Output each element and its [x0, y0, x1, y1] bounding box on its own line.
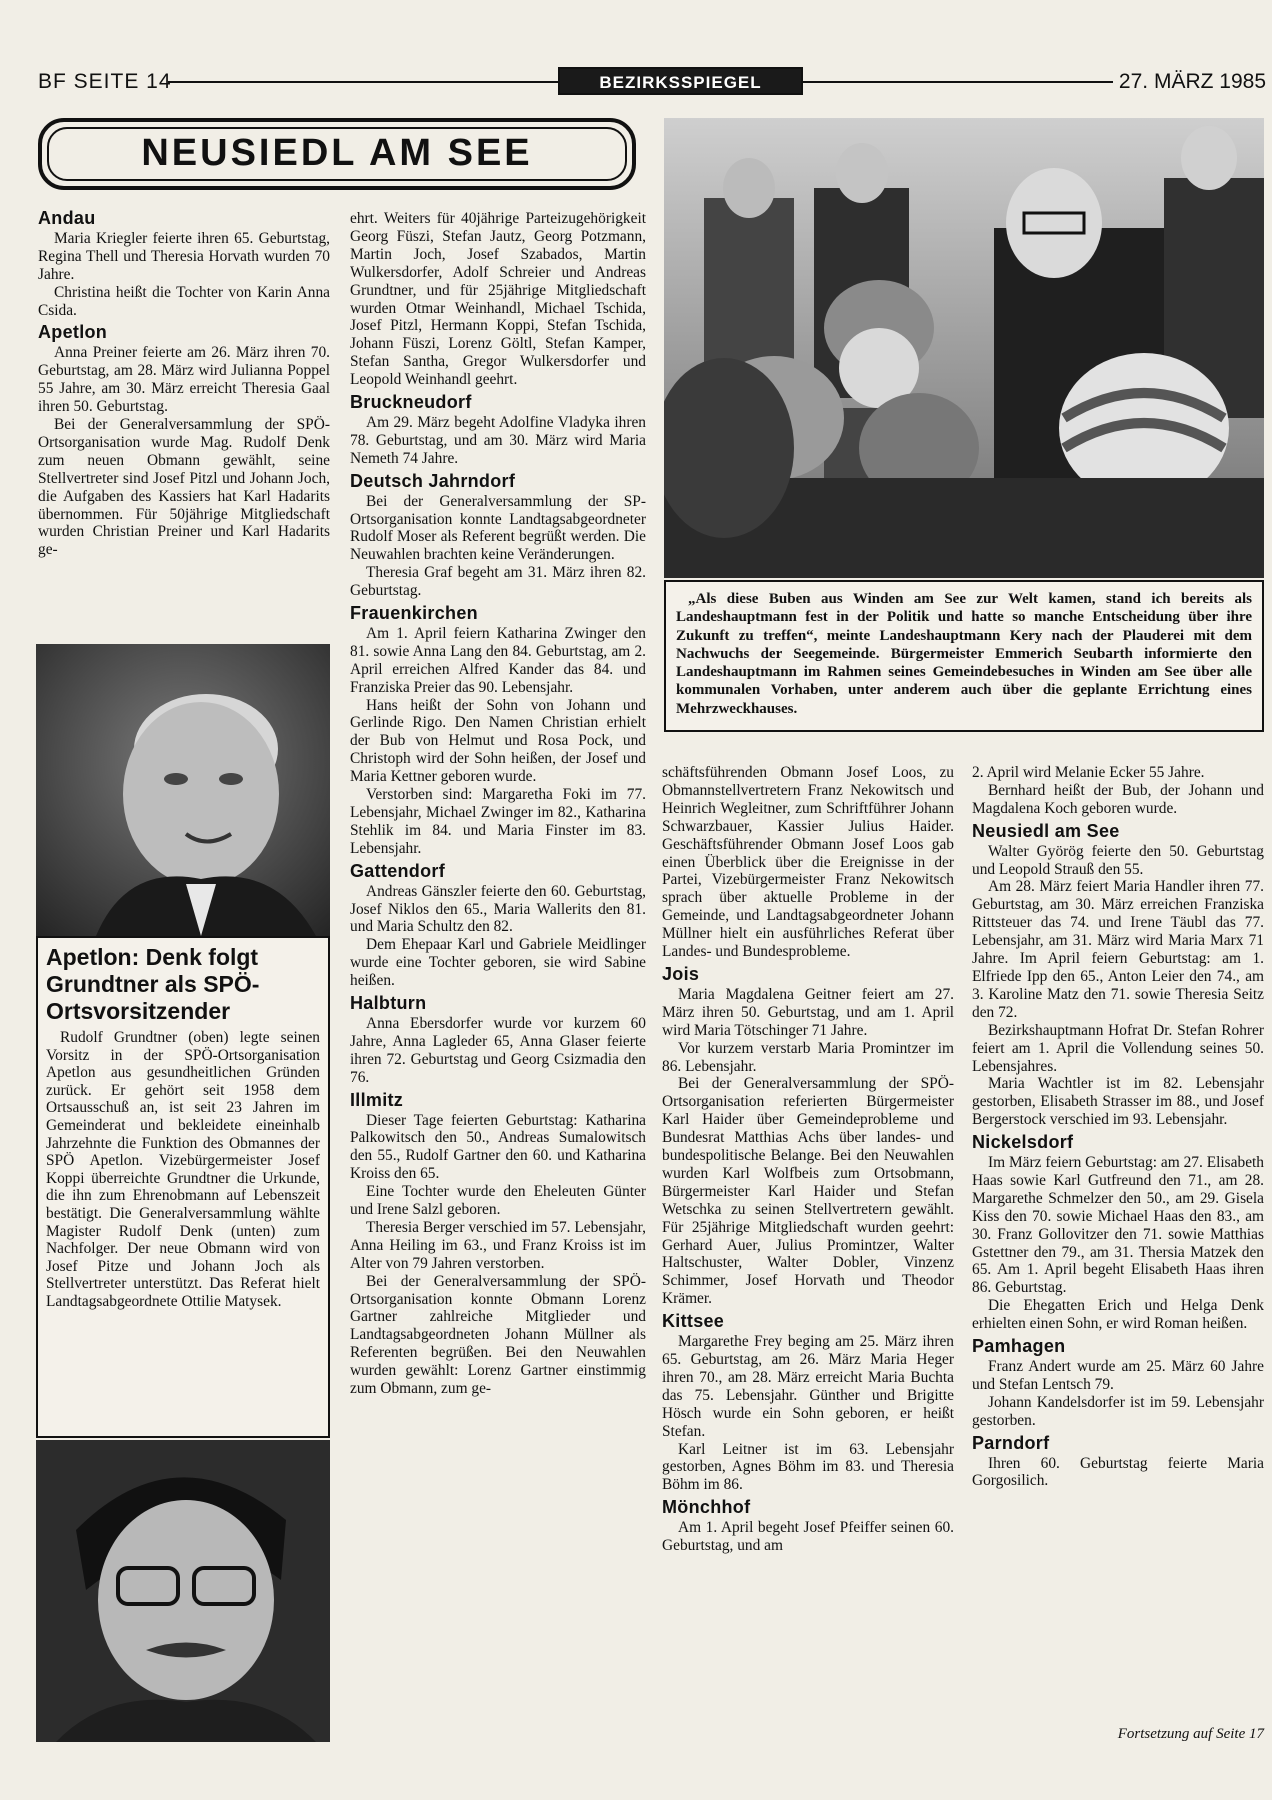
photo-portrait-grundtner — [36, 644, 330, 936]
heading-bruckneudorf: Bruckneudorf — [350, 392, 472, 413]
text-illmitz-cont: schäftsführenden Obmann Josef Loos, zu Obmannstellvertretern Franz Nekowitsch und Heinrich Wegleitner, zum Schriftführer Johann Schwarzbauer, Kassier Julius Haider. Geschäftsführender Obmann Josef Loos gab einen Überblick über die Ereignisse in der Partei, Vizebürgermeister Franz Nekowitsch sprach über aktuelle Probleme in der Gemeinde, und Landtagsabgeordneter Johann Müllner hielt ein ausführliches Referat über Landes- und Bundesprobleme. — [662, 764, 954, 961]
text-halbturn: Anna Ebersdorfer wurde vor kurzem 60 Jahre, Anna Lagleder 65, Anna Glaser feierte ihren 72. Geburtstag und Georg Csizmadia den 76. — [350, 1014, 646, 1086]
column-1 — [38, 210, 330, 559]
text-apetlon-cont: ehrt. Weiters für 40jährige Parteizugehörigkeit Georg Füszi, Stefan Jautz, Georg Potzmann, Martin Joch, Josef Szabados, Martin Wulkersdorfer, Adolf Schreier und Andreas Grundtner, und für 25jährige Mitgliedschaft wurden Otmar Weinhandl, Michael Tschida, Josef Pitzl, Hermann Koppi, Stefan Tschida, Johann Füszi, Lorenz Göltl, Stefan Kamper, Stefan Santha, Gregor Wulkersdorfer und Leopold Weinhandl geehrt. — [350, 210, 646, 389]
text-kittsee-1: Margarethe Frey beging am 25. März ihren 65. Geburtstag, am 26. März Maria Heger ihren 70., am 28. März erreicht Maria Buchta das 75. Lebensjahr. Günther und Brigitte Hösch wurde ein Sohn geboren, er heißt Stefan. — [662, 1333, 954, 1440]
issue-date: 27. MÄRZ 1985 — [1113, 70, 1266, 94]
portrait-denk-icon — [36, 1440, 330, 1742]
text-neusiedl-4: Maria Wachtler ist im 82. Lebensjahr gestorben, Elisabeth Strasser im 88., und Josef Bergerstock verschied im 93. Lebensjahr. — [972, 1075, 1264, 1129]
text-pamhagen-2: Johann Kandelsdorfer ist im 59. Lebensjahr gestorben. — [972, 1393, 1264, 1429]
photo-children-landeshauptmann — [664, 118, 1264, 578]
text-illmitz-2: Eine Tochter wurde den Eheleuten Günter und Irene Salzl geboren. — [350, 1183, 646, 1219]
text-moenchhof-cont: 2. April wird Melanie Ecker 55 Jahre. — [972, 764, 1205, 781]
text-andau-1: Maria Kriegler feierte ihren 65. Geburtstag, Regina Thell und Theresia Horvath wurden 70 Jahre. — [38, 229, 330, 283]
heading-nickelsdorf: Nickelsdorf — [972, 1132, 1074, 1153]
text-neusiedl-3: Bezirkshauptmann Hofrat Dr. Stefan Rohrer feiert am 1. April die Vollendung seines 50. Lebensjahres. — [972, 1021, 1264, 1075]
heading-kittsee: Kittsee — [662, 1311, 725, 1332]
column-4 — [972, 764, 1264, 1490]
text-parndorf: Ihren 60. Geburtstag feierte Maria Gorgosilich. — [972, 1454, 1264, 1490]
text-deutsch-jahrndorf-2: Theresia Graf begeht am 31. März ihren 82. Geburtstag. — [350, 564, 646, 600]
text-frauenkirchen-1: Am 1. April feiern Katharina Zwinger den 81. sowie Anna Lang den 84. Geburtstag, am 2. April erreichen Alfred Kander das 84. und Franziska Preier das 90. Lebensjahr. — [350, 624, 646, 696]
header-rule-left — [168, 81, 558, 83]
heading-pamhagen: Pamhagen — [972, 1336, 1066, 1357]
text-gattendorf-2: Dem Ehepaar Karl und Gabriele Meidlinger wurde eine Tochter geboren, sie wird Sabine heißen. — [350, 936, 646, 990]
page-title-box — [38, 118, 636, 190]
text-apetlon-1: Anna Preiner feierte am 26. März ihren 70. Geburtstag, am 28. März wird Julianna Poppel 55 Jahre, am 30. März erreicht Theresia Gaal ihren 50. Geburtstag. — [38, 344, 330, 416]
text-illmitz-1: Dieser Tage feierten Geburtstag: Katharina Palkowitsch den 50., Andreas Sumalowitsch den 55., Rudolf Gartner den 60. und Katharina Kroiss den 65. — [350, 1111, 646, 1183]
text-frauenkirchen-2: Hans heißt der Sohn von Johann und Gerlinde Rigo. Den Namen Christian erhielt der Bub von Helmut und Rosa Pock, und Christoph wird der Sohn heißen, der Josef und Maria Kettner geboren wurde. — [350, 696, 646, 786]
text-moenchhof-2: Bernhard heißt der Bub, der Johann und Magdalena Koch geboren wurde. — [972, 781, 1264, 817]
heading-neusiedl: Neusiedl am See — [972, 820, 1120, 841]
column-2 — [350, 210, 646, 1398]
text-apetlon-2: Bei der Generalversammlung der SPÖ-Ortsorganisation wurde Mag. Rudolf Denk zum neuen Obmann gewählt, seine Stellvertreter sind Josef Pitzl und Johann Joch, die Aufgaben des Kassiers hat Karl Hadarits übernommen. Für 50jährige Mitgliedschaft wurden Christian Preiner und Karl Hadarits ge- — [38, 415, 330, 559]
children-photo-icon — [664, 118, 1264, 578]
header-rule-right — [803, 81, 1153, 83]
page-title: NEUSIEDL AM SEE — [141, 132, 533, 174]
sidebox-headline: Apetlon: Denk folgt Grundtner als SPÖ-Ortsvorsitzender — [46, 944, 260, 1024]
heading-frauenkirchen: Frauenkirchen — [350, 603, 478, 624]
text-kittsee-2: Karl Leitner ist im 63. Lebensjahr gestorben, Agnes Böhm im 83. und Theresia Böhm im 86. — [662, 1440, 954, 1494]
photo-caption-text: „Als diese Buben aus Winden am See zur Welt kamen, stand ich bereits als Landeshauptmann fest in der Politik und hatte so manche Entscheidung über ihre Zukunft zu treffen“, meinte Landeshauptmann Kery nach der Plauderei mit dem Nachwuchs der Seegemeinde. Bürgermeister Emmerich Seubarth informierte den Landeshauptmann im Rahmen seines Gemeindebesuches in Winden am See über alle kommunalen Vorhaben, unter anderem auch über die geplante Errichtung eines Mehrzweckhauses. — [676, 591, 1252, 717]
heading-illmitz: Illmitz — [350, 1089, 404, 1110]
photo-caption — [664, 580, 1264, 732]
heading-jois: Jois — [662, 963, 700, 984]
heading-parndorf: Parndorf — [972, 1432, 1050, 1453]
sidebox-body: Rudolf Grundtner (oben) legte seinen Vorsitz in der SPÖ-Ortsorganisation Apetlon aus gesundheitlichen Gründen zurück. Er gehört seit 1958 dem Ortsausschuß an, ist seit 23 Jahren im Gemeinderat und bekleidete eineinhalb Jahrzehnte die Funktion des Obmannes der SPÖ Apetlon. Vizebürgermeister Josef Koppi überreichte Grundtner die Urkunde, die ihn zum Ehrenobmann auf Lebenszeit bestätigt. Die Generalversammlung wählte Magister Rudolf Denk (unten) zum Nachfolger. Der neue Obmann wird von Josef Pitze und Johann Joch als Stellvertreter unterstützt. Das Referat hielt Landtagsabgeordnete Ottilie Matysek. — [46, 1029, 320, 1310]
page-number: BF SEITE 14 — [38, 70, 172, 93]
text-deutsch-jahrndorf-1: Bei der Generalversammlung der SP-Ortsorganisation konnte Landtagsabgeordneter Rudolf Moser als Referent begrüßt werden. Die Neuwahlen brachten keine Veränderungen. — [350, 492, 646, 564]
photo-portrait-denk — [36, 1440, 330, 1742]
heading-apetlon: Apetlon — [38, 322, 108, 343]
text-gattendorf-1: Andreas Gänszler feierte den 60. Geburtstag, Josef Niklos den 65., Maria Wallerits den 81. und Maria Schultz den 82. — [350, 882, 646, 936]
heading-deutsch-jahrndorf: Deutsch Jahrndorf — [350, 470, 516, 491]
text-illmitz-3: Theresia Berger verschied im 57. Lebensjahr, Anna Heiling im 63., und Franz Kroiss ist im Alter von 79 Jahren verstorben. — [350, 1218, 646, 1272]
text-jois-1: Maria Magdalena Geitner feiert am 27. März ihren 50. Geburtstag, und am 1. April wird Maria Tötschinger 71 Jahre. — [662, 985, 954, 1039]
text-frauenkirchen-3: Verstorben sind: Margaretha Foki im 77. Lebensjahr, Michael Zwinger im 82., Katharina Stehlik im 84. und Maria Finster im 83. Lebensjahr. — [350, 786, 646, 857]
continuation-note: Fortsetzung auf Seite 17 — [1117, 1726, 1264, 1742]
text-illmitz-4: Bei der Generalversammlung der SPÖ-Ortsorganisation konnte Obmann Lorenz Gartner zahlreiche Mitglieder und Landtagsabgeordneten Johann Müllner als Referenten begrüßen. Bei den Neuwahlen wurden gewählt: Lorenz Gartner einstimmig zum Obmann, zum ge- — [350, 1272, 646, 1398]
text-moenchhof-1: Am 1. April begeht Josef Pfeiffer seinen 60. Geburtstag, und am — [662, 1519, 954, 1555]
text-neusiedl-1: Walter Györög feierte den 50. Geburtstag und Leopold Strauß den 55. — [972, 842, 1264, 878]
section-kicker: BEZIRKSSPIEGEL — [558, 67, 803, 95]
text-jois-3: Bei der Generalversammlung der SPÖ-Ortsorganisation referierten Bürgermeister Karl Haider über Gemeindeprobleme und Bundesrat Matthias Achs über landes- und bundespolitische Belange. Bei den Neuwahlen wurden Karl Wolfbeis zum Ortsobmann, Bürgermeister Karl Haider und Stefan Wetschka zu seinen Stellvertretern gewählt. Für 25jährige Mitgliedschaft wurden geehrt: Gerhard Auer, Julius Promintzer, Walter Haltschuster, Walter Dobler, Vinzenz Schimmer, Josef Horvath und Theodor Krämer. — [662, 1075, 954, 1308]
column-3 — [662, 764, 954, 1555]
text-neusiedl-2: Am 28. März feiert Maria Handler ihren 77. Geburtstag, am 30. März erreichen Franziska Rittsteuer das 74. und Irene Täubl das 77. Lebensjahr, am 31. März wird Maria Marx 71 Jahre. Im April feiern Geburtstag: am 1. Elfriede Ipp den 65., Anton Leier den 74., am 3. Karoline Matz den 71. sowie Theresia Seitz den 72. — [972, 878, 1264, 1021]
text-andau-2: Christina heißt die Tochter von Karin Anna Csida. — [38, 283, 330, 319]
portrait-grundtner-icon — [36, 644, 330, 936]
text-nickelsdorf-2: Die Ehegatten Erich und Helga Denk erhielten einen Sohn, er wird Roman heißen. — [972, 1297, 1264, 1333]
text-bruckneudorf: Am 29. März begeht Adolfine Vladyka ihren 78. Geburtstag, und am 30. März wird Maria Nemeth 74 Jahre. — [350, 413, 646, 467]
text-jois-2: Vor kurzem verstarb Maria Promintzer im 86. Lebensjahr. — [662, 1039, 954, 1075]
heading-moenchhof: Mönchhof — [662, 1497, 751, 1518]
text-nickelsdorf-1: Im März feiern Geburtstag: am 27. Elisabeth Haas sowie Karl Gutfreund den 71., am 28. Margarethe Schmelzer den 50., am 29. Gisela Kiss den 70. sowie Michael Haas den 83., am 30. Franz Gollovitzer den 71. sowie Matthias Gstettner den 79., am 31. Thersia Matzek den 65. Am 1. April begeht Elisabeth Haas ihren 86. Geburtstag. — [972, 1154, 1264, 1297]
text-pamhagen-1: Franz Andert wurde am 25. März 60 Jahre und Stefan Lentsch 79. — [972, 1358, 1264, 1393]
heading-andau: Andau — [38, 208, 96, 228]
page-header — [38, 70, 1266, 96]
heading-gattendorf: Gattendorf — [350, 860, 445, 881]
sidebox-apetlon — [36, 936, 330, 1438]
heading-halbturn: Halbturn — [350, 993, 427, 1014]
